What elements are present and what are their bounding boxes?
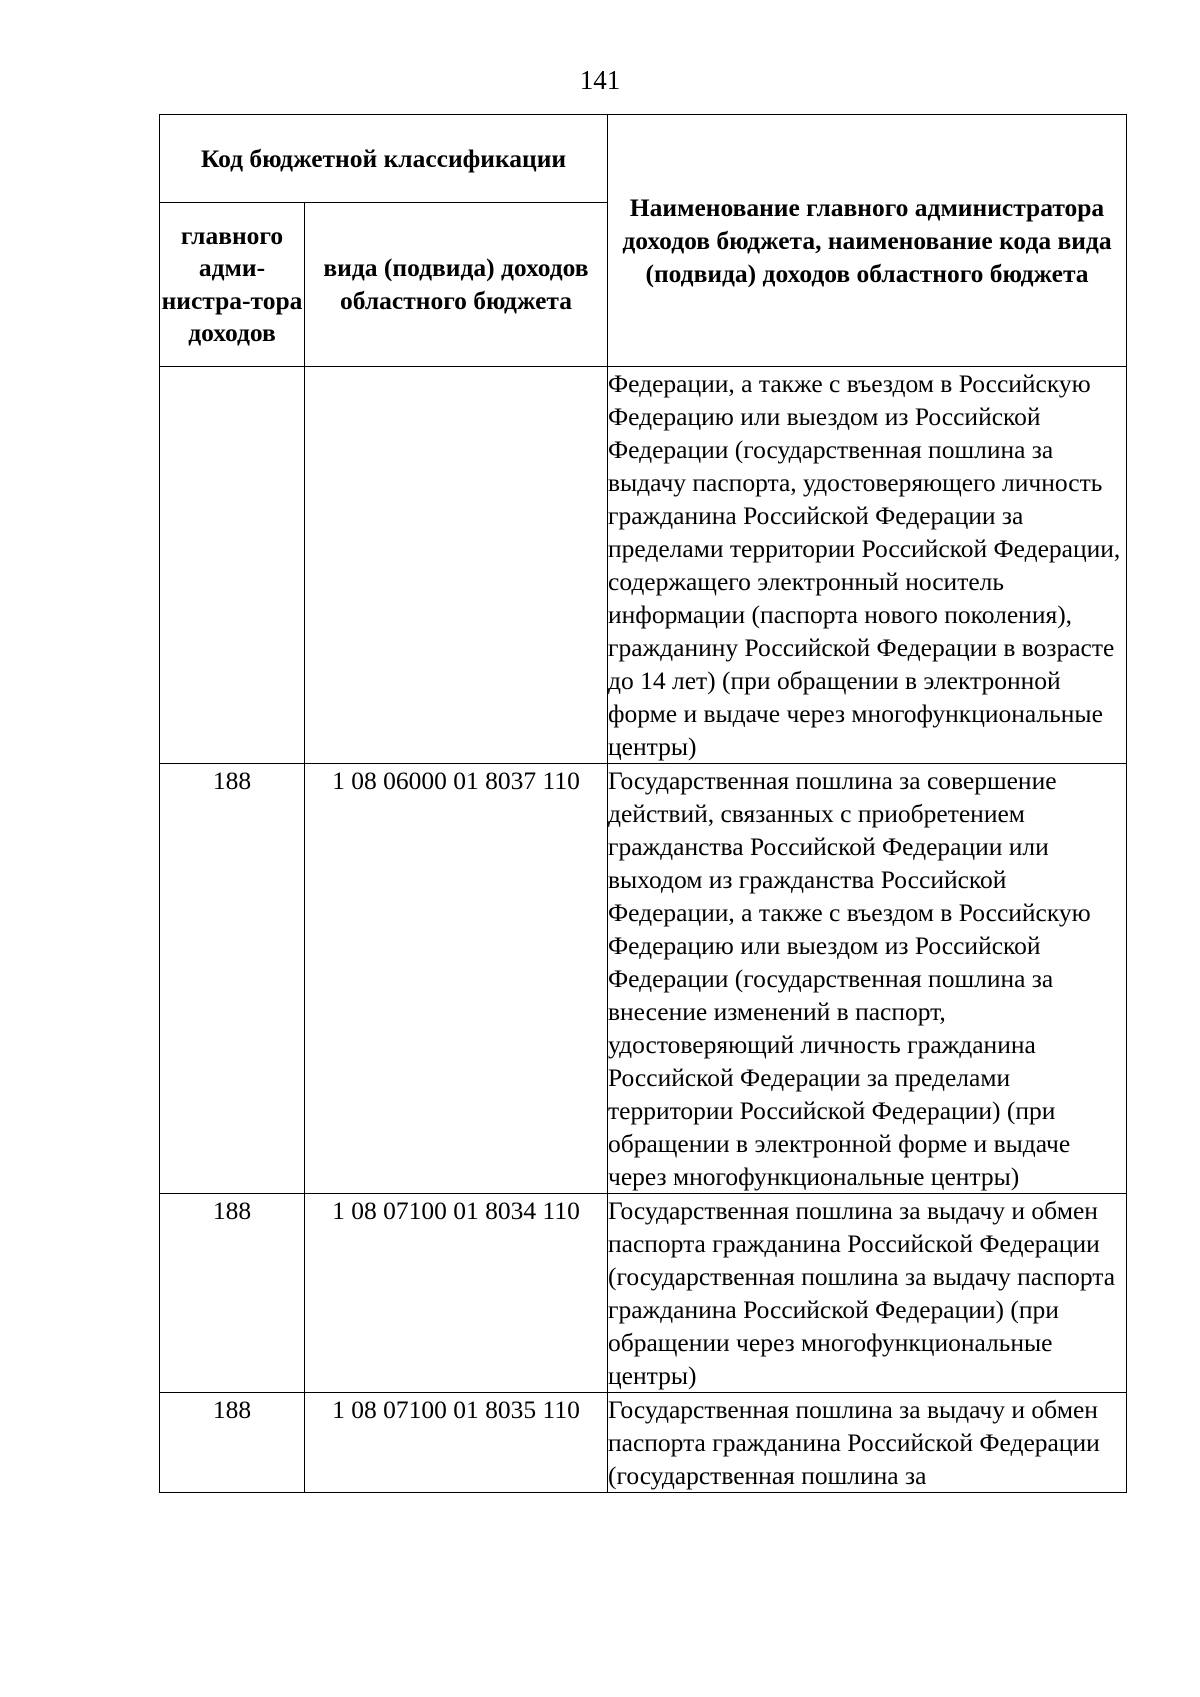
header-row-group xyxy=(160,115,1127,203)
income-code-cell: 1 08 07100 01 8034 110 xyxy=(305,1194,608,1393)
header-kind-column: вида (подвида) доходов областного бюджета xyxy=(305,203,608,367)
description-cell: Государственная пошлина за выдачу и обмен паспорта гражданина Российской Федерации (государственная пошлина за xyxy=(608,1393,1127,1493)
description-cell: Федерации, а также с въездом в Российскую Федерацию или выездом из Российской Федерации (государственная пошлина за выдачу паспорта, удостоверяющего личность гражданина Российской Федерации за пределами территории Российской Федерации, содержащего электронный носитель информации (паспорта нового поколения), гражданину Российской Федерации в возрасте до 14 лет) (при обращении в электронной форме и выдаче через многофункциональные центры) xyxy=(608,367,1127,764)
description-cell: Государственная пошлина за выдачу и обмен паспорта гражданина Российской Федерации (государственная пошлина за выдачу паспорта гражданина Российской Федерации) (при обращении через многофункциональные центры) xyxy=(608,1194,1127,1393)
table-body xyxy=(160,367,1127,1493)
table-row xyxy=(160,1393,1127,1493)
header-admin-column: главного адми-нистра-тора доходов xyxy=(160,203,305,367)
admin-code-cell: 188 xyxy=(160,764,305,1194)
page-number: 141 xyxy=(579,65,621,95)
admin-code-cell: 188 xyxy=(160,1194,305,1393)
income-code-cell: 1 08 06000 01 8037 110 xyxy=(305,764,608,1194)
admin-code-cell xyxy=(160,367,305,764)
description-cell: Государственная пошлина за совершение действий, связанных с приобретением гражданства Российской Федерации или выходом из гражданства Российской Федерации, а также с въездом в Российскую Федерацию или выездом из Российской Федерации (государственная пошлина за внесение изменений в паспорт, удостоверяющий личность гражданина Российской Федерации за пределами территории Российской Федерации) (при обращении в электронной форме и выдаче через многофункциональные центры) xyxy=(608,764,1127,1194)
table-row xyxy=(160,764,1127,1194)
income-code-cell: 1 08 07100 01 8035 110 xyxy=(305,1393,608,1493)
admin-code-cell: 188 xyxy=(160,1393,305,1493)
table-header xyxy=(160,115,1127,367)
income-code-cell xyxy=(305,367,608,764)
table-row xyxy=(160,367,1127,764)
table-row xyxy=(160,1194,1127,1393)
header-group-title: Код бюджетной классификации xyxy=(160,115,608,203)
budget-classification-table xyxy=(159,114,1127,1493)
header-name-column: Наименование главного администратора доходов бюджета, наименование кода вида (подвида) доходов областного бюджета xyxy=(608,115,1127,367)
